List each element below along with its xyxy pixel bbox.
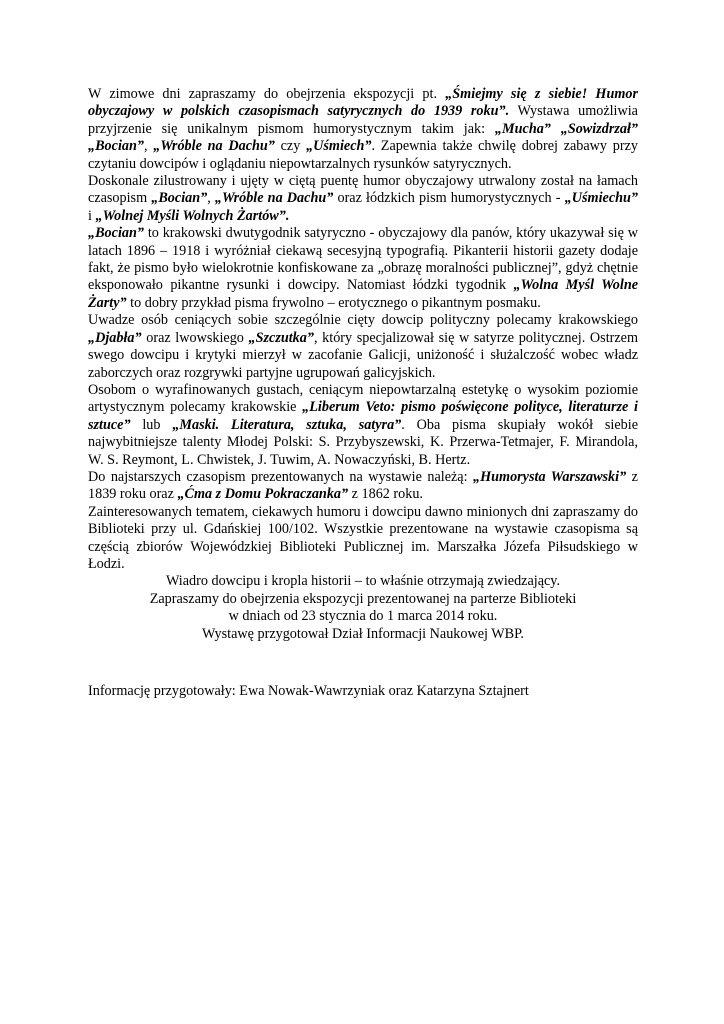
title-emphasis: „Wolnej Myśli Wolnych Żartów”. xyxy=(95,207,290,224)
paragraph xyxy=(88,173,638,225)
text-run: . Zapewnia także chwilę dobrej zabawy przy czytaniu dowcipów i oglądaniu niepowtarzalnych rysunków satyrycznych. xyxy=(88,138,638,172)
signature-line: Informację przygotowały: Ewa Nowak-Wawrzyniak oraz Katarzyna Sztajnert xyxy=(88,683,529,699)
text-run: to dobry przykład pisma frywolno – erotycznego o pikantnym posmaku. xyxy=(126,294,541,311)
text-run: , xyxy=(143,138,154,155)
title-emphasis: „Wróble na Dachu” xyxy=(214,190,334,207)
closing-block xyxy=(88,573,638,643)
text-run: Wystawa umożliwia przyjrzenie się unikalnym pismom humorystycznym takim jak: xyxy=(88,103,638,137)
text-run: oraz łódzkich pism humorystycznych - xyxy=(333,190,565,207)
text-run: Zainteresowanych tematem, ciekawych humoru i dowcipu dawno minionych dni zapraszamy do Biblioteki przy ul. Gdańskiej 100/102. Wszystkie prezentowane na wystawie czasopisma są częścią zbiorów Wojewódzkiej Biblioteki Publicznej im. Marszałka Józefa Piłsudskiego w Łodzi. xyxy=(88,503,638,572)
text-run: to krakowski dwutygodnik satyryczno - obyczajowy dla panów, który ukazywał się w latach 1896 – 1918 i wyróżniał ciekawą secesyjną typografią. Pikanterii historii gazety dodaje fakt, że pismo było wielokrotnie konfiskowane za „obrazę moralności publicznej”, gdyż chętnie eksponowało pikantne rysunki i dowcipy. Natomiast łódzki tygodnik xyxy=(88,225,638,294)
text-run: i xyxy=(88,207,96,224)
title-emphasis: „Humorysta Warszawski” xyxy=(473,468,627,485)
title-emphasis: „Ćma z Domu Pokraczanka” xyxy=(177,486,349,503)
title-emphasis: „Śmiejmy się z siebie! Humor obyczajowy w polskich czasopismach satyrycznych do 1939 roku”. xyxy=(88,86,638,120)
body-text xyxy=(88,86,638,573)
text-run: Do najstarszych czasopism prezentowanych na wystawie należą: xyxy=(88,468,474,485)
title-emphasis: „Wolna Myśl Wolne Żarty” xyxy=(88,277,639,311)
text-run: lub xyxy=(130,416,173,433)
text-run: z 1862 roku. xyxy=(348,486,423,503)
text-run: , xyxy=(207,190,215,207)
title-emphasis: „Djabła” xyxy=(88,329,142,346)
closing-line: Wiadro dowcipu i kropla historii – to właśnie otrzymają zwiedzający. xyxy=(165,573,561,590)
closing-line: Zapraszamy do obejrzenia ekspozycji prezentowanej na parterze Biblioteki xyxy=(149,590,577,607)
title-emphasis: „Uśmiech” xyxy=(306,138,372,155)
paragraph xyxy=(88,469,638,504)
title-emphasis: „Liberum Veto: pismo poświęcone polityce, literaturze i sztuce” xyxy=(88,399,638,433)
text-run: czy xyxy=(274,138,307,155)
text-run: . Oba pisma skupiały wokół siebie najwybitniejsze talenty Młodej Polski: S. Przybyszewski, K. Przerwa-Tetmajer, F. Mirandola, W. S. Reymont, L. Chwistek, J. Tuwim, A. Nowaczyński, B. Hertz. xyxy=(88,416,638,468)
paragraph xyxy=(88,382,638,469)
paragraph xyxy=(88,86,638,173)
text-run: oraz lwowskiego xyxy=(141,329,249,346)
paragraph xyxy=(88,504,638,574)
paragraph xyxy=(88,312,638,382)
document-page xyxy=(88,86,638,700)
title-emphasis: „Maski. Literatura, sztuka, satyra” xyxy=(172,416,402,433)
title-emphasis: „Mucha” „Sowizdrzał” „Bocian” xyxy=(88,120,639,155)
text-run: Osobom o wyrafinowanych gustach, ceniącym niepowtarzalną estetykę o wysokim poziomie artystycznym polecamy krakowskie xyxy=(88,381,638,416)
text-run: , który specjalizował się w satyrze politycznej. Ostrzem swego dowcipu i krytyki mierzył w zacofanie Galicji, uniżoność i służalczość wobec władz zaborczych oraz rozgrywki partyjne ugrupowań galicyjskich. xyxy=(88,329,638,381)
closing-line: Wystawę przygotował Dział Informacji Naukowej WBP. xyxy=(202,625,524,642)
paragraph xyxy=(88,225,638,312)
title-emphasis: „Szczutka” xyxy=(248,329,314,346)
closing-line: w dniach od 23 stycznia do 1 marca 2014 roku. xyxy=(228,608,498,625)
text-run: W zimowe dni zapraszamy do obejrzenia ekspozycji pt. xyxy=(88,86,446,102)
title-emphasis: „Bocian” xyxy=(151,190,208,207)
title-emphasis: „Bocian” xyxy=(88,225,144,242)
text-run: z 1839 roku oraz xyxy=(88,468,638,503)
title-emphasis: „Wróble na Dachu” xyxy=(153,138,275,155)
text-run: Uwadze osób ceniących sobie szczególnie cięty dowcip polityczny polecamy krakowskiego xyxy=(88,312,638,329)
title-emphasis: „Uśmiechu” xyxy=(564,190,638,207)
text-run: Doskonale zilustrowany i ujęty w ciętą puentę humor obyczajowy utrwalony został na łamach czasopism xyxy=(88,173,638,207)
